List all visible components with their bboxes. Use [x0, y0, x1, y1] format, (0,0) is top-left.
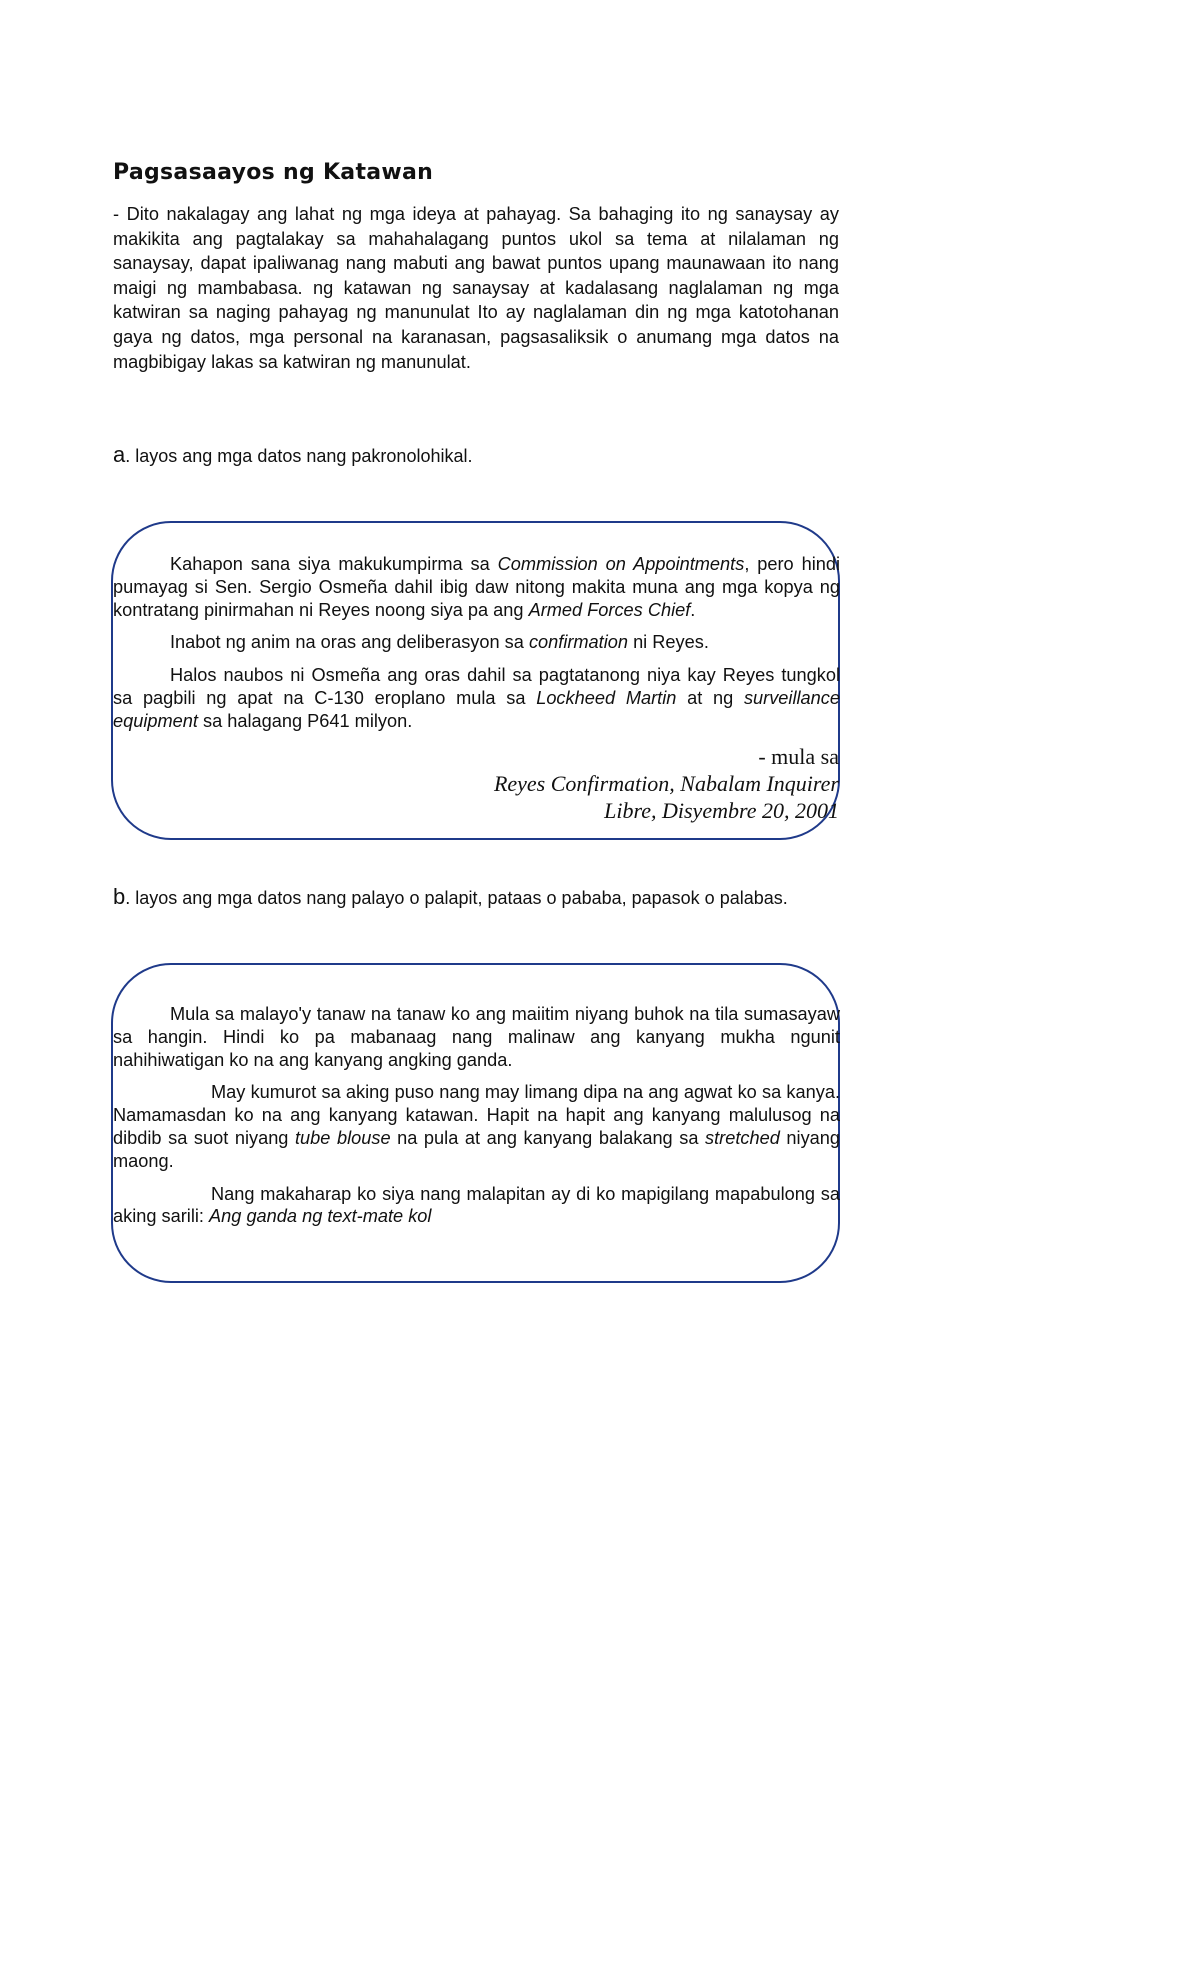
italic-term: Lockheed Martin [536, 687, 677, 708]
italic-term: Armed Forces Chief [528, 599, 691, 620]
source-line-1: - mula sa Reyes Confirmation, Nabalam Inquirer [493, 743, 839, 796]
italic-term: stretched [705, 1127, 780, 1148]
intro-paragraph: - Dito nakalagay ang lahat ng mga ideya at pahayag. Sa bahaging ito ng sanaysay ay makikita ang pagtalakay sa mahahalagang puntos ukol sa tema at nilalaman ng sanaysay, dapat ipaliwanag nang mabuti ang bawat puntos upang maunawaan ito nang maigi ng mambabasa. ng katawan ng sanaysay at kadalasang naglalaman ng mga katwiran sa naging pahayag ng manunulat Ito ay naglalaman din ng mga katotohanan gaya ng datos, mga personal na karanasan, pagsasaliksik o anumang mga datos na magbibigay lakas sa katwiran ng manunulat. [113, 204, 839, 372]
example-box-b [111, 963, 840, 1283]
item-b-label [113, 884, 788, 910]
italic-term: tube blouse [295, 1127, 391, 1148]
example-a-paragraph-2: Inabot ng anim na oras ang deliberasyon sa confirmation ni Reyes. [170, 632, 709, 653]
italic-term: Ang ganda ng text-mate kol [209, 1206, 432, 1227]
example-box-a [111, 521, 840, 840]
example-a-source-citation [113, 743, 840, 824]
example-b-paragraph-1: Mula sa malayo'y tanaw na tanaw ko ang maiitim niyang buhok na tila sumasayaw sa hangin. Hindi ko pa mabanaag nang malinaw ang kanyang mukha ngunit nahihiwatigan ko na ang kanyang angking ganda. [113, 1004, 840, 1070]
italic-term: Commission on Appointments [497, 554, 745, 574]
item-b-letter: b [113, 884, 126, 909]
example-a-paragraph-1: Kahapon sana siya makukumpirma sa Commission on Appointments, pero hindi pumayag si Sen. Sergio Osmeña dahil ibig daw nitong makita muna ang mga kopya ng kontratang pinirmahan ni Reyes noong siya pa ang Armed Forces Chief. [113, 554, 841, 620]
italic-term: confirmation [528, 632, 629, 653]
example-box-b-content [113, 1003, 840, 1238]
example-b-paragraph-3: Nang makaharap ko siya nang malapitan ay di ko mapigilang mapabulong sa aking sarili: Ang ganda ng text-mate kol [113, 1183, 840, 1227]
section-heading: Pagsasaayos ng Katawan [113, 160, 434, 185]
source-line-2: Libre, Disyembre 20, 2001 [604, 797, 839, 823]
example-b-paragraph-2: May kumurot sa aking puso nang may limang dipa na ang agwat ko sa kanya. Namamasdan ko na ang kanyang katawan. Hapit na hapit ang kanyang malulusog na dibdib sa suot niyang tube blouse na pula at ang kanyang balakang sa stretched niyang maong. [113, 1082, 841, 1171]
item-a-label [113, 442, 472, 468]
item-b-text: . layos ang mga datos nang palayo o palapit, pataas o pababa, papasok o palabas. [125, 888, 788, 908]
example-a-paragraph-3: Halos naubos ni Osmeña ang oras dahil sa pagtatanong niya kay Reyes tungkol sa pagbili ng apat na C-130 eroplano mula sa Lockheed Martin at ng surveillance equipment sa halagang P641 milyon. [113, 665, 840, 731]
example-box-a-content [113, 553, 840, 824]
item-a-text: . layos ang mga datos nang pakronolohikal. [125, 446, 473, 466]
item-a-letter: a [113, 442, 126, 467]
italic-term: surveillance equipment [113, 687, 840, 731]
